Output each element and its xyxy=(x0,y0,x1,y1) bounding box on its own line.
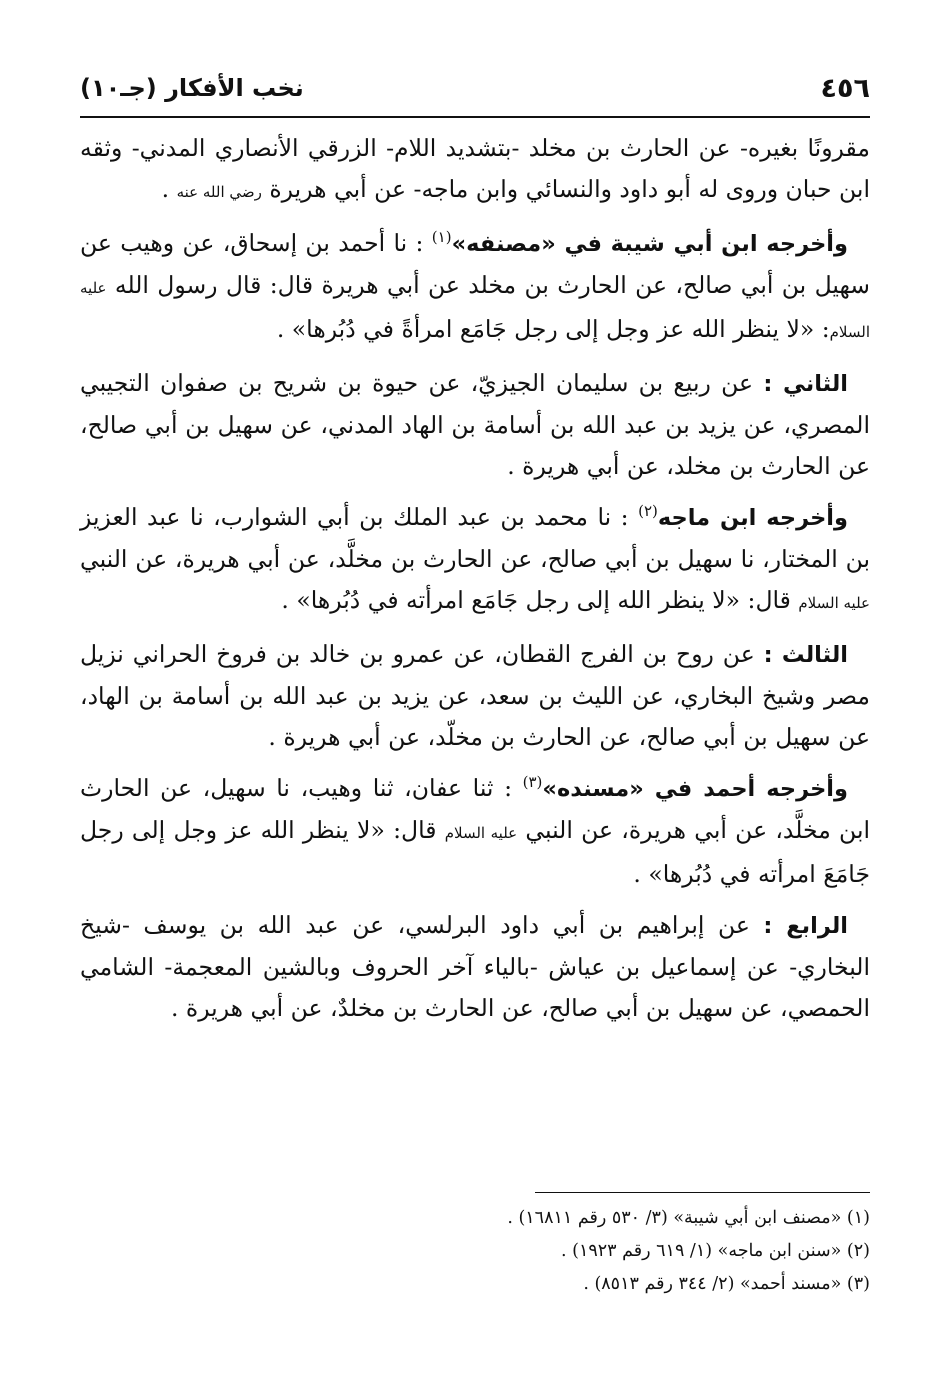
paragraph-text: : نا أحمد بن إسحاق، عن وهيب عن سهيل بن أبي صالح، عن الحارث بن مخلد عن أبي هريرة قال: قال رسول الله xyxy=(80,229,870,299)
honorific-glyph: عليه السلام xyxy=(798,594,870,612)
paragraph-lead: الثالث : xyxy=(763,642,848,668)
footnote-ref-3: (٣) xyxy=(522,773,543,792)
paragraph-lead: وأخرجه ابن ماجه xyxy=(657,505,848,531)
paragraph-tail: قال: «لا ينظر الله إلى رجل جَامَع امرأته في دُبُرها» . xyxy=(281,586,799,614)
footnote-ref-2: (٢) xyxy=(638,502,658,521)
paragraph-text: : ثنا عفان، ثنا وهيب، نا سهيل، عن الحارث ابن مخلَّد، عن أبي هريرة، عن النبي xyxy=(80,774,871,844)
honorific-glyph: عليه السلام xyxy=(80,279,870,341)
footnote-ref-1: (١) xyxy=(431,228,452,247)
paragraph-fourth xyxy=(80,905,870,1029)
paragraph-text: عن إبراهيم بن أبي داود البرلسي، عن عبد الله بن يوسف -شيخ البخاري- عن إسماعيل بن عياش -بالياء آخر الحروف وبالشين المعجمة- الشامي الحمصي، عن سهيل بن أبي صالح، عن الحارث بن مخلدٌ، عن أبي هريرة . xyxy=(80,911,870,1022)
paragraph-text: عن ربيع بن سليمان الجيزيّ، عن حيوة بن شريح بن صفوان التجيبي المصري، عن يزيد بن عبد الله بن أسامة بن الهاد المدني، عن سهيل بن أبي صالح، عن الحارث بن مخلد، عن أبي هريرة . xyxy=(80,369,870,480)
paragraph-text: عن روح بن الفرج القطان، عن عمرو بن خالد بن فروخ الحراني نزيل مصر وشيخ البخاري، عن الليث بن سعد، عن يزيد بن عبد الله بن أسامة بن الهاد، عن سهيل بن أبي صالح، عن الحارث بن مخلّد، عن أبي هريرة . xyxy=(80,640,870,751)
paragraph-ibn-abi-shaybah xyxy=(80,223,870,353)
main-text xyxy=(80,128,870,1039)
book-title: نخب الأفكار (جـ١٠) xyxy=(80,74,304,102)
paragraph-tail: : «لا ينظر الله عز وجل إلى رجل جَامَع امرأةً في دُبُرها» . xyxy=(276,315,830,343)
footnote-3: (٣) «مسند أحمد» (٢/ ٣٤٤ رقم ٨٥١٣) . xyxy=(583,1274,870,1294)
footnotes xyxy=(80,1202,870,1301)
footnote-2: (٢) «سنن ابن ماجه» (١/ ٦١٩ رقم ١٩٢٣) . xyxy=(560,1241,870,1261)
honorific-glyph: رضي الله عنه xyxy=(176,183,262,201)
paragraph-lead: وأخرجه ابن أبي شيبة في «مصنفه» xyxy=(451,231,848,257)
paragraph-continuation xyxy=(80,128,870,213)
paragraph-ahmad xyxy=(80,768,870,895)
paragraph-lead: وأخرجه أحمد في «مسنده» xyxy=(542,776,849,802)
paragraph-lead: الثاني : xyxy=(763,371,849,397)
paragraph-third xyxy=(80,634,870,758)
paragraph-text: مقرونًا بغيره- عن الحارث بن مخلد -بتشديد اللام- الزرقي الأنصاري المدني- وثقه ابن حبان وروى له أبو داود والنسائي وابن ماجه- عن أبي هريرة xyxy=(80,134,870,203)
paragraph-tail: . xyxy=(161,175,177,203)
paragraph-second xyxy=(80,363,870,487)
header-divider xyxy=(80,116,870,118)
paragraph-ibn-majah xyxy=(80,497,870,624)
paragraph-lead: الرابع : xyxy=(763,913,848,939)
footnote-1: (١) «مصنف ابن أبي شيبة» (٣/ ٥٣٠ رقم ١٦٨١١) . xyxy=(507,1208,870,1228)
footnote-divider xyxy=(535,1192,870,1193)
page-number: ٤٥٦ xyxy=(820,72,870,104)
paragraph-text: : نا محمد بن عبد الملك بن أبي الشوارب، نا عبد العزيز بن المختار، نا سهيل بن أبي صالح، عن الحارث بن مخلَّد، عن أبي هريرة، عن النبي xyxy=(80,503,870,573)
honorific-glyph: عليه السلام xyxy=(444,824,518,842)
running-head xyxy=(80,62,870,114)
paragraph-tail: قال: «لا ينظر الله عز وجل إلى رجل جَامَعَ امرأته في دُبُرها» . xyxy=(80,816,870,888)
